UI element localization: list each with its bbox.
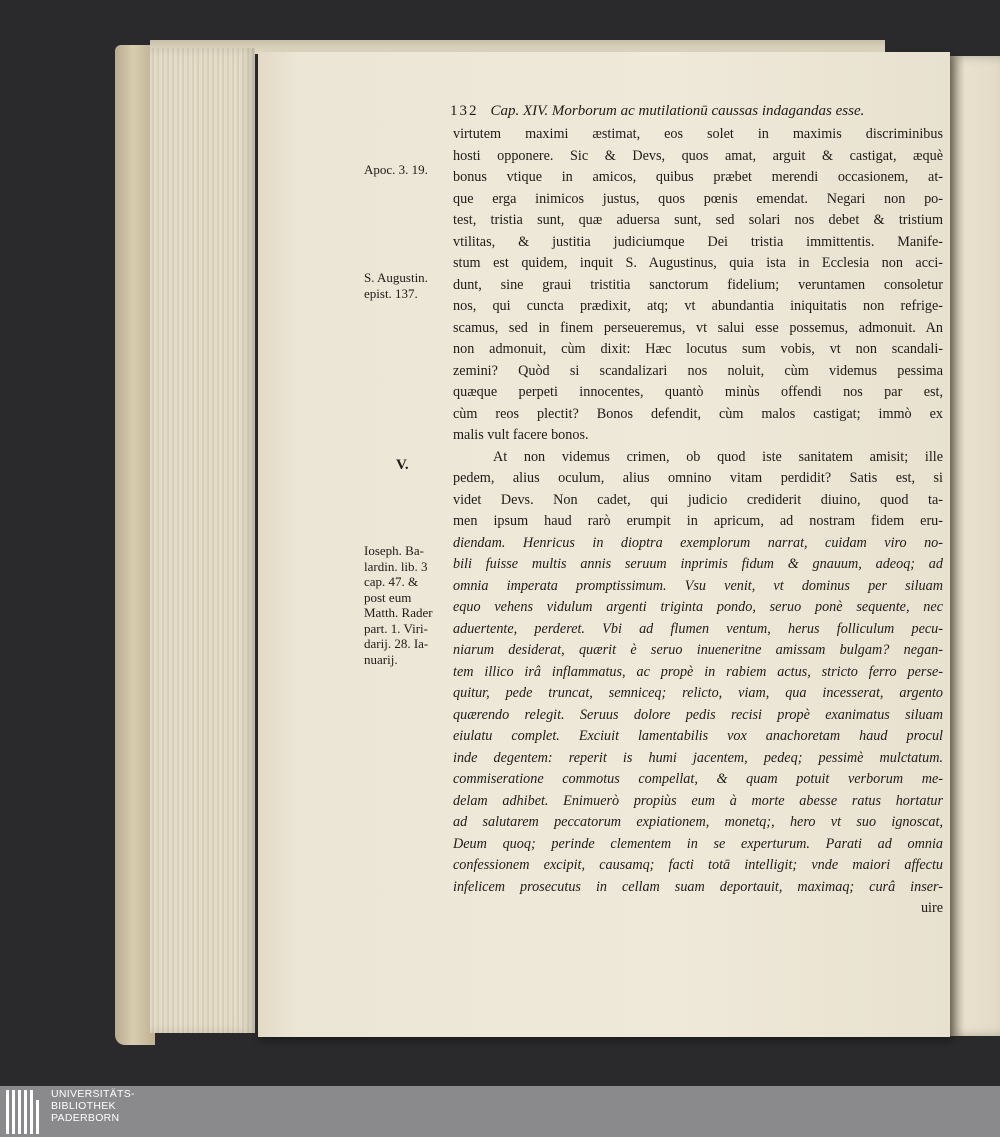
text-line: test, tristia sunt, quæ aduersa sunt, sed solari nos debet & tristium bbox=[453, 212, 943, 228]
marginal-note-apocalypse: Apoc. 3. 19. bbox=[364, 162, 428, 177]
text-line: non admonuit, cùm dixit: Hæc locutus sum vobis, vt non scandali- bbox=[453, 341, 943, 357]
body-text bbox=[453, 124, 943, 920]
text-line: tem illico irâ inflammatus, ac propè in rabiem actus, stricto ferro perse- bbox=[453, 663, 943, 680]
library-logo-icon bbox=[6, 1090, 44, 1134]
text-line: zemini? Quòd si scandalizari nos noluit, cùm videmus pessima bbox=[453, 362, 943, 379]
text-line: delam adhibet. Enimuerò propiùs eum à morte abesse ratus hortatur bbox=[453, 792, 943, 809]
text-line: uire bbox=[920, 900, 943, 916]
text-line: quærendo relegit. Seruus dolore pedis recisi propè exanimatus siluam bbox=[453, 706, 943, 723]
text-line: Deum quoq; perinde clementem in se experturum. Parati ad omnia bbox=[453, 835, 943, 852]
text-line: commiseratione commotus compellat, & quam potuit verborum me- bbox=[453, 771, 943, 787]
text-line: vtilitas, & justitia judiciumque Dei tristia immittentis. Manife- bbox=[453, 233, 943, 250]
library-logo-text: UNIVERSITÄTS- BIBLIOTHEK PADERBORN bbox=[51, 1088, 135, 1124]
marginal-note-baladin: Ioseph. Ba- lardin. lib. 3 cap. 47. & post eum Matth. Rader part. 1. Viri- darij. 28. Ia- nuarij. bbox=[364, 543, 433, 667]
text-line: eiulatu complet. Exciuit lamentabilis vox anachoretam haud procul bbox=[453, 728, 943, 744]
text-line: bonus vtique in amicos, quibus præbet merendi occasionem, at- bbox=[453, 169, 943, 185]
text-line: virtutem maximi æstimat, eos solet in maximis discriminibus bbox=[453, 126, 943, 142]
section-number: V. bbox=[396, 457, 409, 473]
footer-banner bbox=[0, 1086, 1000, 1137]
text-line: diendam. Henricus in dioptra exemplorum narrat, cuidam viro no- bbox=[453, 534, 943, 551]
page-stack-edges bbox=[150, 48, 255, 1033]
marginal-note-augustine: S. Augustin. epist. 137. bbox=[364, 270, 428, 301]
text-line: omnia imperata promptissimum. Vsu venit, vt dominus per siluam bbox=[453, 577, 943, 594]
text-line: infelicem prosecutus in cellam suam deportauit, maximaq; curâ inser- bbox=[453, 878, 943, 895]
text-line: ad salutarem peccatorum expiationem, monetq;, hero vt suo ignoscat, bbox=[453, 814, 943, 830]
text-line: stum est quidem, inquit S. Augustinus, quia ista in Ecclesia non acci- bbox=[453, 255, 943, 271]
text-line: bili fuisse multis annis seruum inprimis fidum & gnauum, adeoq; ad bbox=[453, 556, 943, 572]
text-line: dunt, sine graui tristitia sanctorum fidelium; veruntamen consoletur bbox=[453, 276, 943, 293]
text-line: equo vehens vidulum argenti triginta pondo, seruo ponè sequente, nec bbox=[453, 599, 943, 615]
text-line: quæque perpeti innocentes, quantò minùs offendi nos par est, bbox=[453, 384, 943, 400]
text-line: quitur, pede truncat, semniceq; relicto, viam, qua incesserat, argento bbox=[453, 685, 943, 701]
text-line: malis vult facere bonos. bbox=[453, 427, 589, 443]
text-line: nos, qui cuncta prædixit, atq; vt abundantia iniquitatis non refrige- bbox=[453, 298, 943, 314]
page-number: 132 bbox=[450, 103, 479, 119]
text-line: men ipsum haud rarò erumpit in apricum, ad nostram fidem eru- bbox=[453, 513, 943, 529]
text-line: pedem, alius oculum, alius omnino vitam perdidit? Satis est, si bbox=[453, 470, 943, 486]
text-line: inde degentem: reperit is humi jacentem, pedeq; pessimè mulctatum. bbox=[453, 749, 943, 766]
running-header bbox=[450, 103, 970, 120]
facing-page-edge bbox=[950, 56, 1000, 1036]
text-line: confessionem excipit, causamq; facti totā intelligit; vnde maiori affectu bbox=[453, 857, 943, 873]
text-line: aduertente, perderet. Vbi ad flumen ventum, herus folliculum pecu- bbox=[453, 620, 943, 637]
text-line: que erga inimicos justus, quos pœnis emendat. Negari non po- bbox=[453, 190, 943, 207]
text-line: scamus, sed in finem perseueremus, vt salui esse possemus, admonuit. An bbox=[453, 319, 943, 336]
running-head-title: Cap. XIV. Morborum ac mutilationū caussas indagandas esse. bbox=[490, 103, 865, 119]
text-line: cùm reos plectit? Bonos defendit, cùm malos castigat; immò ex bbox=[453, 405, 943, 422]
book-cover-edge bbox=[115, 45, 155, 1045]
text-line: videt Devs. Non cadet, qui judicio crediderit diuino, quod ta- bbox=[453, 491, 943, 508]
text-line: niarum desiderat, quærit è seruo inueneritne amissam bulgam? negan- bbox=[453, 642, 943, 658]
text-line: At non videmus crimen, ob quod iste sanitatem amisit; ille bbox=[493, 448, 943, 465]
text-line: hosti opponere. Sic & Devs, quos amat, arguit & castigat, æquè bbox=[453, 147, 943, 164]
